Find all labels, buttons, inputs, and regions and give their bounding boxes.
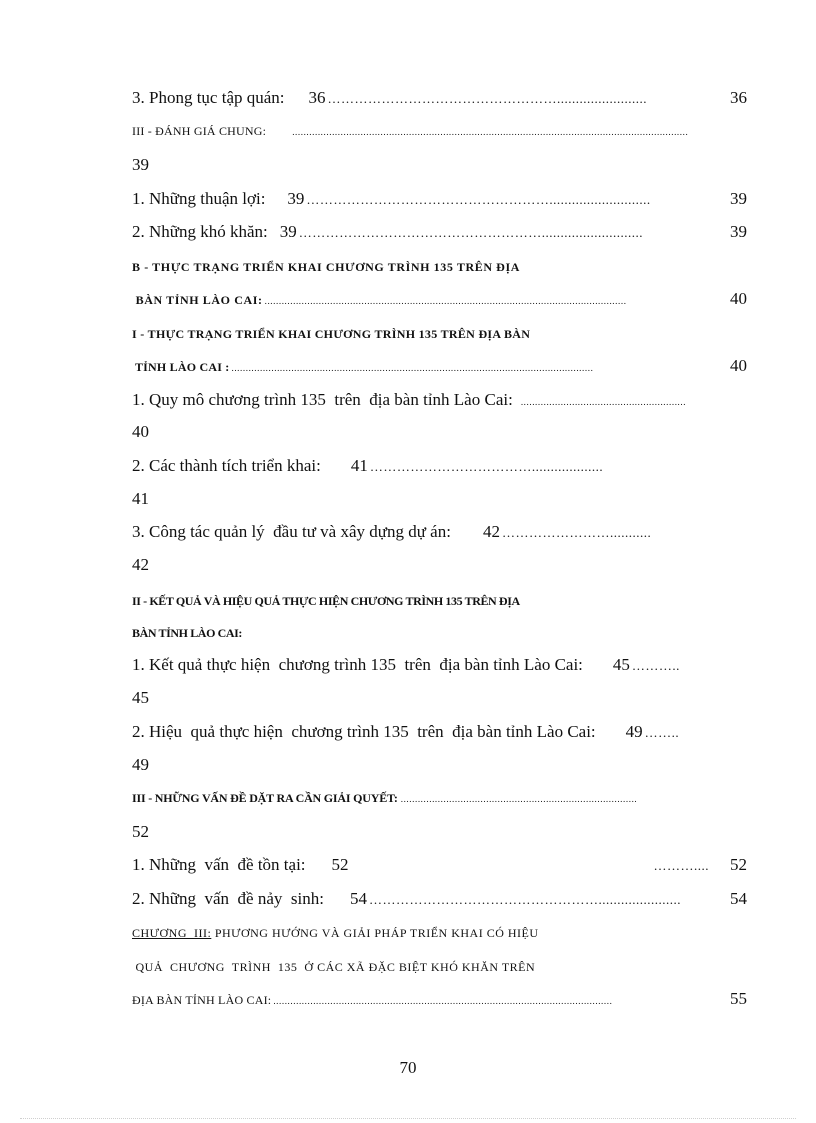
toc-entry <box>132 124 747 139</box>
toc-entry <box>132 390 747 410</box>
toc-leader-dots: ……….... <box>653 858 709 873</box>
toc-entry <box>132 722 747 742</box>
toc-entry <box>132 592 747 610</box>
toc-page-number: 40 <box>730 289 747 308</box>
toc-entry-title: III - ĐÁNH GIÁ CHUNG: <box>132 124 267 138</box>
toc-entry-inline-page: 45 <box>612 655 630 674</box>
toc-entry-title-cont: QUẢ CHƯƠNG TRÌNH 135 Ở CÁC XÃ ĐẶC BIỆT KHÓ KHĂN TRÊN <box>132 960 536 974</box>
toc-page-number-wrapped: 39 <box>132 155 149 174</box>
toc-entry <box>132 189 747 209</box>
toc-page-number-wrapped: 42 <box>132 555 149 574</box>
toc-leader-dots: …….. <box>644 725 680 740</box>
toc-entry-title: 3. Phong tục tập quán: <box>132 88 285 107</box>
toc-entry-title: PHƯƠNG HƯỚNG VÀ GIẢI PHÁP TRIỂN KHAI CÓ HIỆU <box>211 926 539 940</box>
toc-entry-cont <box>132 958 747 976</box>
toc-entry-title-cont: BÀN TỈNH LÀO CAI: <box>132 626 242 640</box>
toc-entry-inline-page: 41 <box>350 456 368 475</box>
toc-entry <box>132 655 747 675</box>
toc-entry <box>132 456 747 476</box>
toc-page-number: 54 <box>730 889 747 908</box>
toc-entry-inline-page: 42 <box>482 522 500 541</box>
toc-leader-dots: ....................................................................................................................... <box>273 996 613 1006</box>
toc-entry-inline-page: 52 <box>331 855 349 874</box>
toc-leader-dots: ……………………........... <box>501 525 652 540</box>
toc-entry-cont <box>132 289 747 309</box>
toc-entry-title: 1. Những vấn đề tồn tại: <box>132 855 306 874</box>
toc-leader-dots: ........................................................................................................................................... <box>292 127 689 137</box>
toc-entry-title-cont: BÀN TỈNH LÀO CAI: <box>132 293 263 307</box>
chapter-label: CHƯƠNG III: <box>132 926 212 940</box>
toc-leader-dots: ………………………………………………........................... <box>298 225 644 240</box>
toc-entry <box>132 924 747 942</box>
toc-leader-dots: ............................................................................................................................... <box>231 363 594 373</box>
toc-entry-title: 1. Những thuận lợi: <box>132 189 266 208</box>
toc-entry-title: 2. Những khó khăn: <box>132 222 268 241</box>
toc-entry-title: 1. Kết quả thực hiện chương trình 135 trên địa bàn tỉnh Lào Cai: <box>132 655 583 674</box>
toc-leader-dots: ………………………………………………........................... <box>306 192 651 207</box>
toc-entry <box>132 222 747 242</box>
toc-page-number-wrapped: 52 <box>132 822 149 841</box>
toc-leader-dots: .......................................................... <box>520 397 687 407</box>
toc-page-number: 52 <box>730 855 747 874</box>
toc-leader-dots: ……………………………………………........................ <box>327 91 648 106</box>
toc-entry <box>132 88 747 108</box>
toc-entry-title: 2. Các thành tích triển khai: <box>132 456 321 475</box>
page-number-footer: 70 <box>399 1058 417 1077</box>
toc-page-number-wrapped: 49 <box>132 755 149 774</box>
toc-entry <box>132 522 747 542</box>
toc-entry-inline-page: 49 <box>625 722 643 741</box>
toc-entry <box>132 258 747 276</box>
toc-entry-inline-page: 39 <box>287 189 305 208</box>
toc-leader-dots: ……….. <box>631 658 680 673</box>
toc-page-number: 36 <box>730 88 747 107</box>
toc-page-number: 39 <box>730 189 747 208</box>
toc-page-number-wrapped: 40 <box>132 422 149 441</box>
toc-entry-inline-page: 39 <box>279 222 297 241</box>
toc-entry-cont <box>132 356 747 376</box>
bottom-dotted-rule <box>20 1118 796 1119</box>
toc-entry-title: 2. Những vấn đề nảy sinh: <box>132 889 324 908</box>
toc-entry-title: I - THỰC TRẠNG TRIỂN KHAI CHƯƠNG TRÌNH 135 TRÊN ĐỊA BÀN <box>132 327 531 341</box>
toc-entry <box>132 791 747 806</box>
toc-entry-cont <box>132 624 747 642</box>
toc-entry-title: 2. Hiệu quả thực hiện chương trình 135 trên địa bàn tỉnh Lào Cai: <box>132 722 596 741</box>
toc-entry-inline-page: 54 <box>349 889 367 908</box>
toc-leader-dots: ………………………………................... <box>369 459 604 474</box>
toc-entry-cont <box>132 989 747 1009</box>
toc-entry <box>132 889 747 909</box>
toc-entry-title-cont: ĐỊA BÀN TỈNH LÀO CAI: <box>132 993 272 1007</box>
toc-entry-title: 1. Quy mô chương trình 135 trên địa bàn tỉnh Lào Cai: <box>132 390 513 409</box>
toc-entry-title: III - NHỮNG VẤN ĐỀ DẶT RA CẦN GIẢI QUYẾT: <box>132 791 398 805</box>
toc-leader-dots: ……………………………………………...................... <box>368 892 681 907</box>
toc-leader-dots: ................................................................................... <box>400 794 638 804</box>
toc-page-number-wrapped: 45 <box>132 688 149 707</box>
toc-entry-title: II - KẾT QUẢ VÀ HIỆU QUẢ THỰC HIỆN CHƯƠNG TRÌNH 135 TRÊN ĐỊA <box>132 594 520 608</box>
toc-entry <box>132 325 747 343</box>
toc-entry-inline-page: 36 <box>308 88 326 107</box>
toc-leader-dots: ............................................................................................................................... <box>264 296 627 306</box>
toc-entry-title: B - THỰC TRẠNG TRIỂN KHAI CHƯƠNG TRÌNH 135 TRÊN ĐỊA <box>132 260 520 274</box>
toc-entry-title-cont: TỈNH LÀO CAI : <box>132 360 230 374</box>
toc-page-number-wrapped: 41 <box>132 489 149 508</box>
toc-entry-title: 3. Công tác quản lý đầu tư và xây dựng dự án: <box>132 522 451 541</box>
toc-page-number: 55 <box>730 989 747 1008</box>
toc-entry <box>132 855 747 875</box>
toc-page-number: 40 <box>730 356 747 375</box>
toc-page-number: 39 <box>730 222 747 241</box>
